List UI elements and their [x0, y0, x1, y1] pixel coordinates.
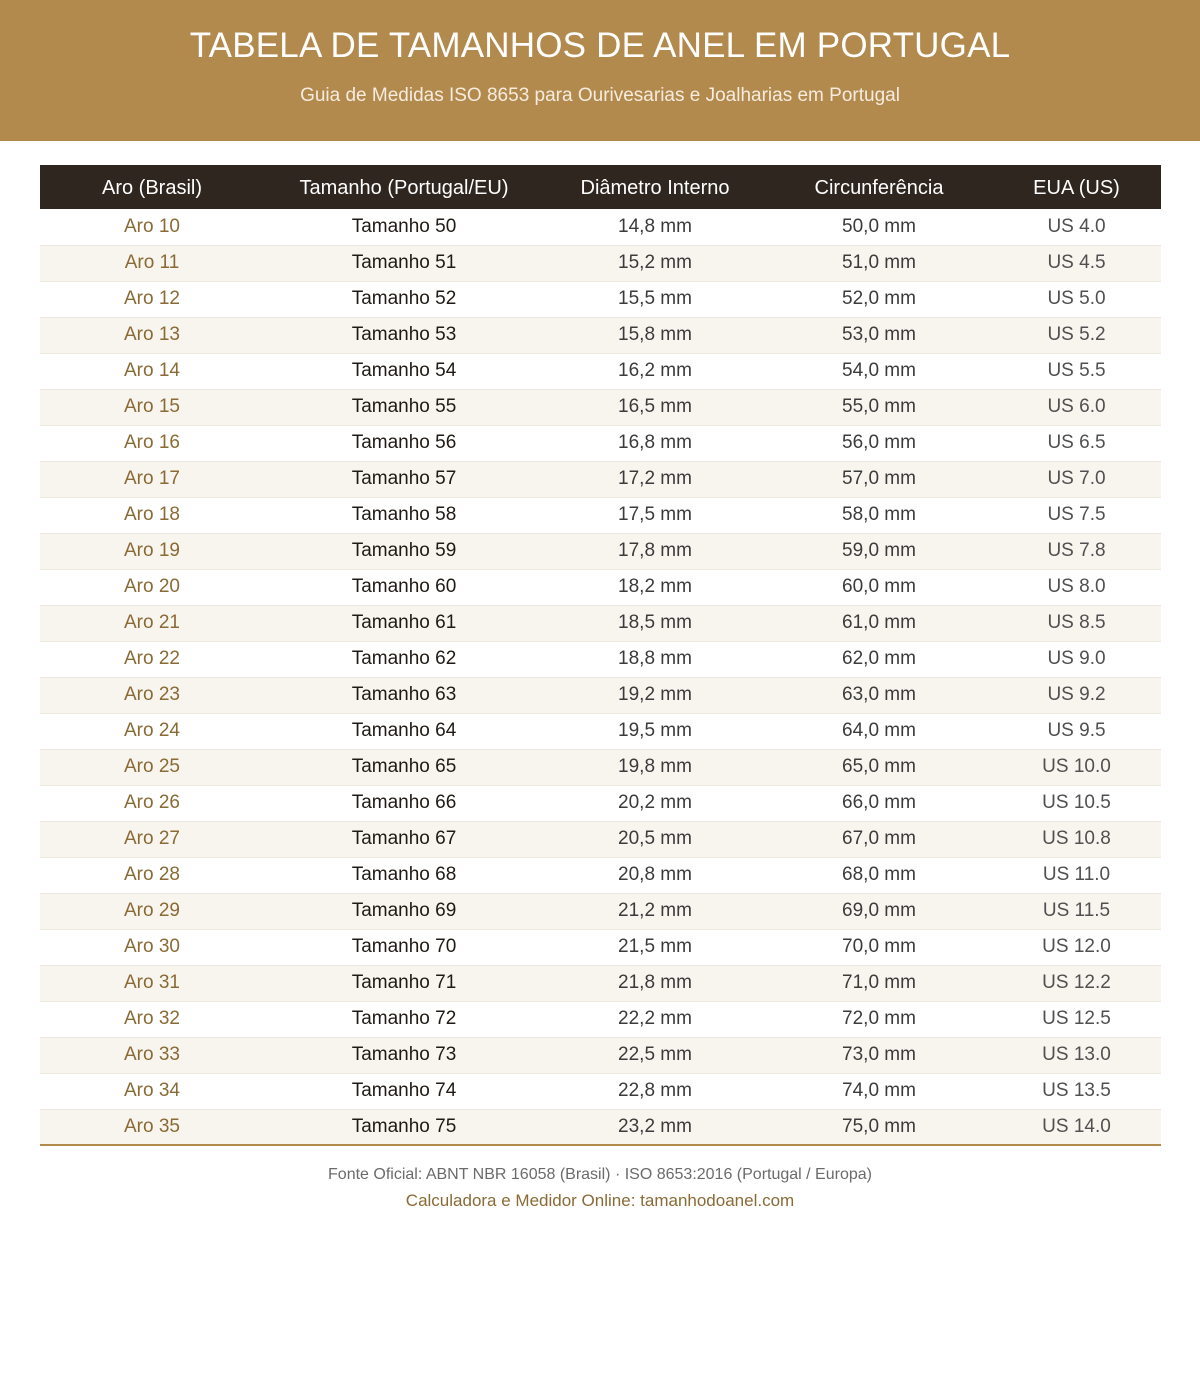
ring-size-table [40, 165, 1161, 1146]
table-row [40, 461, 1161, 497]
cell-tamanho-portugal: Tamanho 73 [351, 1044, 457, 1065]
cell-circunferencia: 74,0 mm [842, 1080, 916, 1101]
cell-eua-us: US 5.2 [1047, 324, 1106, 345]
cell-diametro-interno: 18,5 mm [618, 612, 692, 633]
cell-diametro-interno: 19,2 mm [618, 684, 692, 705]
cell-circunferencia: 65,0 mm [842, 756, 916, 777]
cell-eua-us: US 12.0 [1042, 936, 1111, 957]
cell-diametro-interno: 15,5 mm [618, 288, 692, 309]
cell-tamanho-portugal: Tamanho 58 [351, 504, 457, 525]
cell-diametro-interno: 17,5 mm [618, 504, 692, 525]
table-row [40, 893, 1161, 929]
cell-eua-us: US 5.5 [1047, 360, 1106, 381]
cell-circunferencia: 67,0 mm [842, 828, 916, 849]
cell-circunferencia: 58,0 mm [842, 504, 916, 525]
cell-aro-brasil: Aro 34 [124, 1080, 180, 1101]
cell-circunferencia: 54,0 mm [842, 360, 916, 381]
cell-diametro-interno: 19,8 mm [618, 756, 692, 777]
cell-circunferencia: 57,0 mm [842, 468, 916, 489]
table-row [40, 749, 1161, 785]
cell-aro-brasil: Aro 23 [124, 684, 180, 705]
cell-tamanho-portugal: Tamanho 57 [351, 468, 457, 489]
table-row [40, 785, 1161, 821]
cell-diametro-interno: 18,2 mm [618, 576, 692, 597]
cell-eua-us: US 12.2 [1042, 972, 1111, 993]
cell-aro-brasil: Aro 19 [124, 540, 180, 561]
cell-tamanho-portugal: Tamanho 61 [351, 612, 457, 633]
source-note: Fonte Oficial: ABNT NBR 16058 (Brasil) · ISO 8653:2016 (Portugal / Europa) [328, 1166, 872, 1183]
cell-aro-brasil: Aro 13 [124, 324, 180, 345]
cell-diametro-interno: 15,8 mm [618, 324, 692, 345]
table-row [40, 1037, 1161, 1073]
table-body [40, 209, 1161, 1145]
table-row [40, 641, 1161, 677]
table-row [40, 569, 1161, 605]
cell-diametro-interno: 19,5 mm [618, 720, 692, 741]
table-row [40, 1073, 1161, 1109]
cell-aro-brasil: Aro 11 [124, 252, 180, 273]
cell-eua-us: US 10.0 [1042, 756, 1111, 777]
cell-tamanho-portugal: Tamanho 63 [351, 684, 457, 705]
cell-eua-us: US 8.0 [1047, 576, 1106, 597]
cell-diametro-interno: 17,8 mm [618, 540, 692, 561]
cell-tamanho-portugal: Tamanho 65 [351, 756, 457, 777]
cell-diametro-interno: 21,8 mm [618, 972, 692, 993]
cell-diametro-interno: 22,8 mm [618, 1080, 692, 1101]
cell-aro-brasil: Aro 20 [124, 576, 180, 597]
table-row [40, 533, 1161, 569]
cell-circunferencia: 55,0 mm [842, 396, 916, 417]
cell-diametro-interno: 20,2 mm [618, 792, 692, 813]
cell-eua-us: US 9.2 [1047, 684, 1106, 705]
cell-eua-us: US 4.0 [1047, 215, 1106, 237]
cell-tamanho-portugal: Tamanho 66 [351, 792, 457, 813]
cell-diametro-interno: 22,5 mm [618, 1044, 692, 1065]
cell-circunferencia: 52,0 mm [842, 288, 916, 309]
cell-eua-us: US 14.0 [1042, 1115, 1111, 1137]
cell-tamanho-portugal: Tamanho 59 [351, 540, 457, 561]
cell-circunferencia: 68,0 mm [842, 864, 916, 885]
column-header-aro-brasil: Aro (Brasil) [101, 176, 202, 199]
cell-eua-us: US 11.5 [1042, 900, 1111, 921]
column-header-diametro-interno: Diâmetro Interno [580, 176, 730, 199]
cell-aro-brasil: Aro 24 [124, 720, 180, 741]
cell-eua-us: US 10.5 [1042, 792, 1111, 813]
cell-tamanho-portugal: Tamanho 62 [351, 648, 457, 669]
cell-circunferencia: 62,0 mm [842, 648, 916, 669]
cell-aro-brasil: Aro 29 [124, 900, 180, 921]
ring-size-table-container [40, 165, 1161, 1146]
cell-eua-us: US 10.8 [1042, 828, 1111, 849]
table-row [40, 1109, 1161, 1145]
cell-diametro-interno: 16,5 mm [618, 396, 692, 417]
cell-circunferencia: 64,0 mm [842, 720, 916, 741]
cell-diametro-interno: 20,5 mm [618, 828, 692, 849]
table-row [40, 929, 1161, 965]
cell-diametro-interno: 16,8 mm [618, 432, 692, 453]
cell-circunferencia: 60,0 mm [842, 576, 916, 597]
table-row [40, 605, 1161, 641]
cell-tamanho-portugal: Tamanho 51 [351, 252, 457, 273]
cell-diametro-interno: 15,2 mm [618, 252, 692, 273]
cell-eua-us: US 8.5 [1047, 612, 1106, 633]
cell-eua-us: US 6.0 [1047, 396, 1106, 417]
cell-tamanho-portugal: Tamanho 67 [351, 828, 457, 849]
table-row [40, 965, 1161, 1001]
cell-tamanho-portugal: Tamanho 55 [351, 396, 457, 417]
cell-diametro-interno: 21,5 mm [618, 936, 692, 957]
table-row [40, 713, 1161, 749]
cell-tamanho-portugal: Tamanho 56 [351, 432, 457, 453]
page-footer [0, 1166, 1200, 1211]
cell-circunferencia: 66,0 mm [842, 792, 916, 813]
table-row [40, 389, 1161, 425]
cell-tamanho-portugal: Tamanho 50 [351, 215, 457, 237]
cell-tamanho-portugal: Tamanho 70 [351, 936, 457, 957]
cell-eua-us: US 13.0 [1042, 1044, 1111, 1065]
cell-tamanho-portugal: Tamanho 69 [351, 900, 457, 921]
cell-eua-us: US 12.5 [1042, 1008, 1111, 1029]
cell-tamanho-portugal: Tamanho 68 [351, 864, 457, 885]
cell-diametro-interno: 21,2 mm [618, 900, 692, 921]
cell-tamanho-portugal: Tamanho 60 [351, 576, 457, 597]
table-row [40, 425, 1161, 461]
cell-aro-brasil: Aro 26 [124, 792, 180, 813]
cell-diametro-interno: 23,2 mm [618, 1115, 692, 1137]
table-row [40, 245, 1161, 281]
cell-circunferencia: 63,0 mm [842, 684, 916, 705]
cell-circunferencia: 73,0 mm [842, 1044, 916, 1065]
cell-tamanho-portugal: Tamanho 64 [351, 720, 457, 741]
cell-aro-brasil: Aro 15 [124, 396, 180, 417]
cell-eua-us: US 11.0 [1042, 864, 1111, 885]
cell-diametro-interno: 17,2 mm [618, 468, 692, 489]
cell-diametro-interno: 18,8 mm [618, 648, 692, 669]
table-row [40, 281, 1161, 317]
cell-tamanho-portugal: Tamanho 53 [351, 324, 457, 345]
table-row [40, 497, 1161, 533]
cell-eua-us: US 13.5 [1042, 1080, 1111, 1101]
cell-aro-brasil: Aro 12 [124, 288, 180, 309]
cell-tamanho-portugal: Tamanho 72 [351, 1008, 457, 1029]
table-row [40, 209, 1161, 245]
table-header [40, 165, 1161, 209]
cell-tamanho-portugal: Tamanho 74 [351, 1080, 457, 1101]
column-header-circunferencia: Circunferência [814, 176, 944, 199]
cell-diametro-interno: 14,8 mm [618, 215, 692, 237]
cell-tamanho-portugal: Tamanho 71 [351, 972, 457, 993]
cell-aro-brasil: Aro 31 [124, 972, 180, 993]
cell-circunferencia: 61,0 mm [842, 612, 916, 633]
cell-aro-brasil: Aro 28 [124, 864, 180, 885]
cell-diametro-interno: 20,8 mm [618, 864, 692, 885]
cell-aro-brasil: Aro 27 [124, 828, 180, 849]
cell-aro-brasil: Aro 14 [124, 360, 180, 381]
cell-eua-us: US 6.5 [1047, 432, 1106, 453]
page-title: TABELA DE TAMANHOS DE ANEL EM PORTUGAL [189, 26, 1011, 65]
column-header-tamanho-portugal: Tamanho (Portugal/EU) [299, 176, 509, 199]
cell-circunferencia: 59,0 mm [842, 540, 916, 561]
table-header-row [40, 165, 1161, 209]
table-row [40, 317, 1161, 353]
table-row [40, 857, 1161, 893]
cell-aro-brasil: Aro 21 [124, 612, 180, 633]
cell-diametro-interno: 16,2 mm [618, 360, 692, 381]
cell-tamanho-portugal: Tamanho 75 [351, 1115, 457, 1137]
cell-eua-us: US 9.5 [1047, 720, 1106, 741]
cell-eua-us: US 7.8 [1047, 540, 1106, 561]
cell-circunferencia: 56,0 mm [842, 432, 916, 453]
cell-circunferencia: 75,0 mm [842, 1115, 916, 1137]
cell-circunferencia: 51,0 mm [842, 252, 916, 273]
cell-tamanho-portugal: Tamanho 52 [351, 288, 457, 309]
cell-eua-us: US 7.0 [1047, 468, 1106, 489]
cell-eua-us: US 5.0 [1047, 288, 1106, 309]
cell-diametro-interno: 22,2 mm [618, 1008, 692, 1029]
cell-aro-brasil: Aro 18 [124, 504, 180, 525]
table-row [40, 677, 1161, 713]
cell-aro-brasil: Aro 22 [124, 648, 180, 669]
table-row [40, 1001, 1161, 1037]
cell-aro-brasil: Aro 10 [124, 215, 180, 237]
cell-aro-brasil: Aro 25 [124, 756, 180, 777]
cell-aro-brasil: Aro 35 [124, 1115, 180, 1137]
cell-circunferencia: 53,0 mm [842, 324, 916, 345]
cell-tamanho-portugal: Tamanho 54 [351, 360, 457, 381]
calculator-link[interactable]: Calculadora e Medidor Online: tamanhodoanel.com [405, 1191, 795, 1210]
cell-circunferencia: 70,0 mm [842, 936, 916, 957]
table-row [40, 353, 1161, 389]
table-row [40, 821, 1161, 857]
cell-circunferencia: 50,0 mm [842, 215, 916, 237]
cell-aro-brasil: Aro 32 [124, 1008, 180, 1029]
cell-eua-us: US 9.0 [1047, 648, 1106, 669]
cell-aro-brasil: Aro 16 [124, 432, 180, 453]
cell-aro-brasil: Aro 33 [124, 1044, 180, 1065]
cell-aro-brasil: Aro 17 [124, 468, 180, 489]
cell-aro-brasil: Aro 30 [124, 936, 180, 957]
page-subtitle: Guia de Medidas ISO 8653 para Ourivesarias e Joalharias em Portugal [300, 85, 900, 106]
cell-eua-us: US 4.5 [1047, 252, 1106, 273]
cell-circunferencia: 72,0 mm [842, 1008, 916, 1029]
cell-eua-us: US 7.5 [1047, 504, 1106, 525]
cell-circunferencia: 69,0 mm [842, 900, 916, 921]
cell-circunferencia: 71,0 mm [842, 972, 916, 993]
column-header-eua-us: EUA (US) [1033, 176, 1120, 199]
page-header [0, 0, 1200, 141]
